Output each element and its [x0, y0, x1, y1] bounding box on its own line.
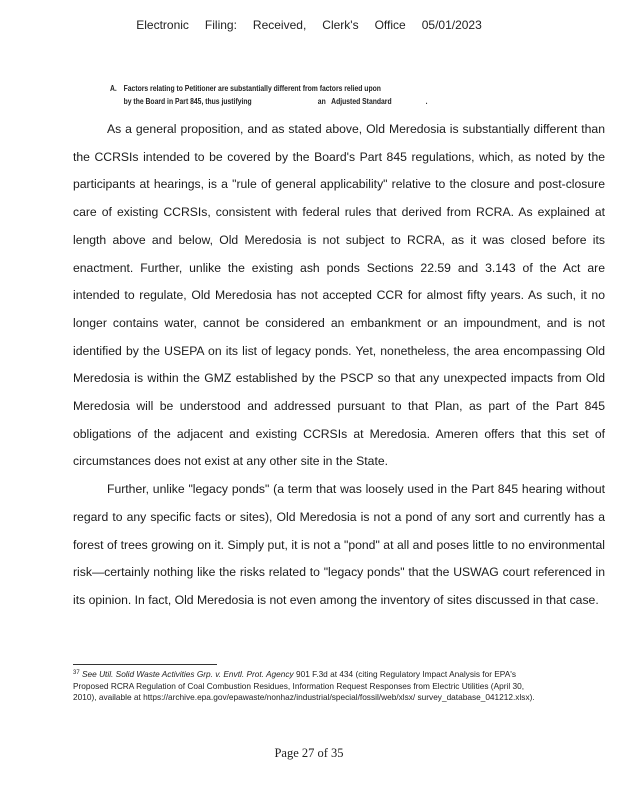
section-heading-label: A.	[110, 84, 117, 93]
header-office: Office	[374, 18, 406, 32]
section-heading-line-1: Factors relating to Petitioner are substantially different from factors relied upon	[123, 84, 381, 93]
paragraph-1: As a general proposition, and as stated above, Old Meredosia is substantially different than the CCRSIs intended to be covered by the Board's Part 845 regulations, which, as noted by the participants at hearings, is a "rule of general applicability" relative to the closure and post-closure care of existing CCRSIs, consistent with federal rules that derived from RCRA. As explained at length above and below, Old Meredosia is not subject to RCRA, as it was closed before its enactment. Further, unlike the existing ash ponds Sections 22.59 and 3.143 of the Act are intended to regulate, Old Meredosia has not accepted CCR for almost fifty years. As such, it no longer contains water, cannot be considered an embankment or an impoundment, and is not identified by the USEPA on its list of legacy ponds. Yet, nonetheless, the area encompassing Old Meredosia is within the GMZ established by the PSCP so that any unexpected impacts from Old Meredosia will be understood and addressed pursuant to that Plan, as part of the Part 845 obligations of the adjacent and existing CCRSIs at Meredosia. Ameren offers that this set of circumstances does not exist at any other site in the State.	[73, 122, 605, 469]
footnote	[73, 668, 548, 704]
header-electronic: Electronic	[136, 18, 189, 32]
section-heading-line-2: by the Board in Part 845, thus justifying an Adjusted Standard .	[123, 97, 428, 106]
footnote-text: 901 F.3d at 434 (citing Regulatory Impact Analysis for EPA's Proposed RCRA Regulation of Coal Combustion Residues, Information Request Responses from Electric Utilities (April 30, 2010), available at https://archive.epa.gov/epawaste/nonhaz/industrial/special/fossil/web/xlsx/ survey_database_041212.xlsx).	[73, 669, 535, 702]
footnote-case-name: See Util. Solid Waste Activities Grp. v. Envtl. Prot. Agency	[82, 669, 294, 679]
filing-stamp-header	[0, 18, 618, 32]
footnote-divider	[73, 664, 217, 665]
header-clerks: Clerk's	[322, 18, 359, 32]
body-text	[73, 116, 605, 615]
header-filing: Filing:	[204, 18, 237, 32]
header-received: Received,	[252, 18, 307, 32]
page-number: Page 27 of 35	[274, 746, 344, 760]
section-heading	[110, 82, 450, 108]
header-date: 05/01/2023	[421, 18, 482, 32]
footnote-marker: 37	[73, 670, 80, 676]
paragraph-2: Further, unlike "legacy ponds" (a term that was loosely used in the Part 845 hearing without regard to any specific facts or sites), Old Meredosia is not a pond of any sort and currently has a forest of trees growing on it. Simply put, it is not a "pond" at all and poses little to no environmental risk—certainly nothing like the risks related to "legacy ponds" that the USWAG court referenced in its opinion. In fact, Old Meredosia is not even among the inventory of sites discussed in that case.	[73, 482, 605, 607]
